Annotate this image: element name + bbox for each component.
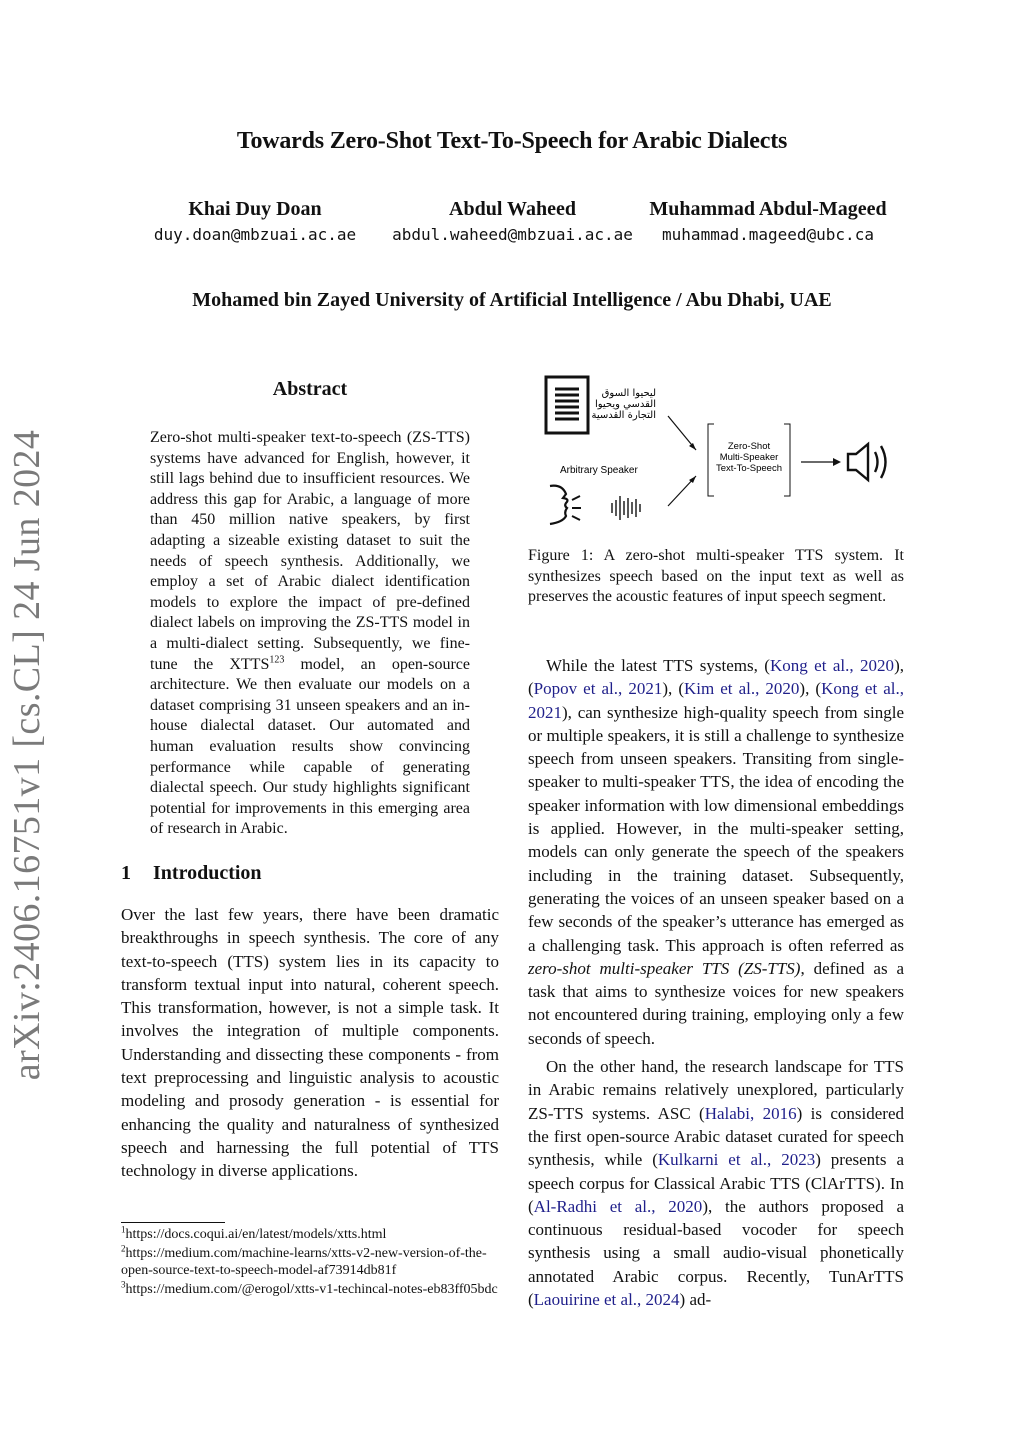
author-name: Khai Duy Doan — [188, 198, 322, 220]
model-label: Multi-Speaker — [719, 452, 779, 463]
abstract-heading: Abstract — [272, 378, 348, 400]
author-name: Muhammad Abdul-Mageed — [649, 198, 887, 220]
section-title: Introduction — [153, 862, 262, 884]
paper-title: Towards Zero-Shot Text-To-Speech for Arabic Dialects — [236, 128, 788, 154]
model-label: Zero-Shot — [727, 441, 771, 452]
emphasis: zero-shot multi-speaker TTS (ZS-TTS) — [528, 958, 801, 978]
footnote[interactable]: $^2$https://medium.com/machine-learns/xtts-v2-new-version-of-the-open-source-text-to-speech-model-af73914db81f — [121, 1242, 487, 1278]
arabic-line: التجارة القدسية — [591, 410, 656, 421]
arabic-line: القدسي ويحيوا — [594, 399, 656, 410]
sound-lines — [572, 496, 580, 500]
citation-link[interactable]: Halabi, 2016 — [704, 1103, 797, 1123]
author-block — [648, 196, 888, 246]
footnote-marker[interactable]: 123 — [269, 654, 285, 666]
citation-link[interactable]: Kim et al., 2020 — [683, 679, 800, 699]
arxiv-stamp[interactable]: arXiv:2406.16751v1 [cs.CL] 24 Jun 2024 — [6, 429, 48, 1081]
citation-link[interactable]: Kong et al., 2020 — [769, 656, 895, 675]
footnotes — [121, 1226, 499, 1299]
section-heading — [121, 862, 262, 885]
author-email[interactable]: muhammad.mageed@ubc.ca — [662, 225, 874, 244]
citation-link[interactable]: Laouirine et al., 2024 — [533, 1290, 680, 1310]
waveform-icon — [612, 496, 640, 520]
citation-link[interactable]: Al-Radhi et al., 2020 — [533, 1196, 703, 1216]
footnote-divider — [121, 1222, 225, 1223]
author-name: Abdul Waheed — [449, 198, 576, 220]
citation-link[interactable]: Kulkarni et al., 2023 — [657, 1150, 816, 1170]
model-bracket-right — [784, 424, 790, 496]
arabic-line: ليحيوا السوق — [601, 388, 656, 399]
model-label: Text-To-Speech — [715, 463, 783, 474]
speaker-output-icon — [848, 444, 886, 480]
affiliation: Mohamed bin Zayed University of Artificial Intelligence / Abu Dhabi, UAE — [192, 289, 832, 311]
citation-link[interactable]: Kong et al., 2021 — [528, 679, 904, 722]
speaker-label: Arbitrary Speaker — [560, 465, 638, 476]
speaker-face-icon — [550, 486, 567, 524]
section-number: 1 — [121, 862, 131, 884]
tts-diagram — [528, 372, 904, 532]
footnote[interactable]: $^3$https://medium.com/@erogol/xtts-v1-techincal-notes-eb83ff05bdc — [121, 1278, 498, 1297]
paragraph: While the latest TTS systems, (Kong et al., 2020), (Popov et al., 2021), (Kim et al., 2020), (Kong et al., 2021), can synthesize high-quality speech from single or multiple speakers, it is still a challenge to synthesize speech from unseen speakers. Transiting from single-speaker to multi-speaker TTS, the idea of encoding the speaker information with low dimensional embeddings is applied. However, in the multi-speaker setting, models can only generate the speech of the speakers including in the training dataset. Subsequently, generating the voices of an unseen speaker based on a few seconds of the speaker’s utterance has emerged as a challenging task. This approach is often referred as zero-shot multi-speaker TTS (ZS-TTS), defined as a task that aims to synthesize voices for new speakers not encountered during training, employing only a few seconds of speech. — [528, 656, 904, 1048]
author-email[interactable]: duy.doan@mbzuai.ac.ae — [153, 225, 357, 244]
figure-caption: Figure 1: A zero-shot multi-speaker TTS system. It synthesizes speech based on the input text as well as preserves the acoustic features of input speech segment. — [528, 547, 904, 606]
author-block — [140, 196, 370, 246]
paragraph: On the other hand, the research landscape for TTS in Arabic remains relatively unexplored, particularly ZS-TTS systems. ASC (Halabi, 2016) is considered the first open-source Arabic dataset curated for speech synthesis, while (Kulkarni et al., 2023) presents a speech corpus for Classical Arabic TTS (ClArTTS). In (Al-Radhi et al., 2020), the authors proposed a continuous residual-based vocoder for speech synthesis using a small audio-visual phonetically annotated Arabic corpus. Recently, TunArTTS (Laouirine et al., 2024) ad- — [528, 1057, 905, 1310]
citation-link[interactable]: Popov et al., 2021 — [533, 679, 663, 699]
abstract-text: Zero-shot multi-speaker text-to-speech (ZS-TTS) systems have advanced for English, however, it still lags behind due to insufficient resources. We address this gap for Arabic, a language of more than 450 million native speakers, by first adapting a sizeable existing dataset to suit the needs of speech synthesis. Additionally, we employ a set of Arabic dialect identification models to explore the impact of pre-defined dialect labels on improving the ZS-TTS model in a multi-dialect setting. Subsequently, we fine-tune the XTTS$^{123}$ model, an open-source architecture. We then evaluate our models on a dataset comprising 31 unseen speakers and an in-house dialectal dataset. Our automated and human evaluation results show convincing performance while capable of generating dialectal speech. Our study highlights significant potential for improvements in this emerging area of research in Arabic. — [150, 429, 470, 838]
author-block — [380, 196, 645, 246]
figure-1 — [528, 372, 904, 532]
footnote[interactable]: $^1$https://docs.coqui.ai/en/latest/models/xtts.html — [121, 1224, 387, 1242]
document-icon — [546, 377, 588, 433]
model-bracket-left — [708, 424, 714, 496]
intro-paragraph: Over the last few years, there have been dramatic breakthroughs in speech synthesis. The core of any text-to-speech (TTS) system lies in its capacity to transform textual input into natural, coherent speech. This transformation, however, is not a simple task. It involves the integration of multiple components. Understanding and dissecting these components - from text preprocessing and linguistic analysis to acoustic modeling and prosody generation - is essential for enhancing the quality and naturalness of synthesized speech and harnessing the full potential of TTS technology in diverse applications. — [121, 905, 499, 1181]
right-column-text — [528, 654, 904, 1311]
author-email[interactable]: abdul.waheed@mbzuai.ac.ae — [392, 225, 633, 244]
